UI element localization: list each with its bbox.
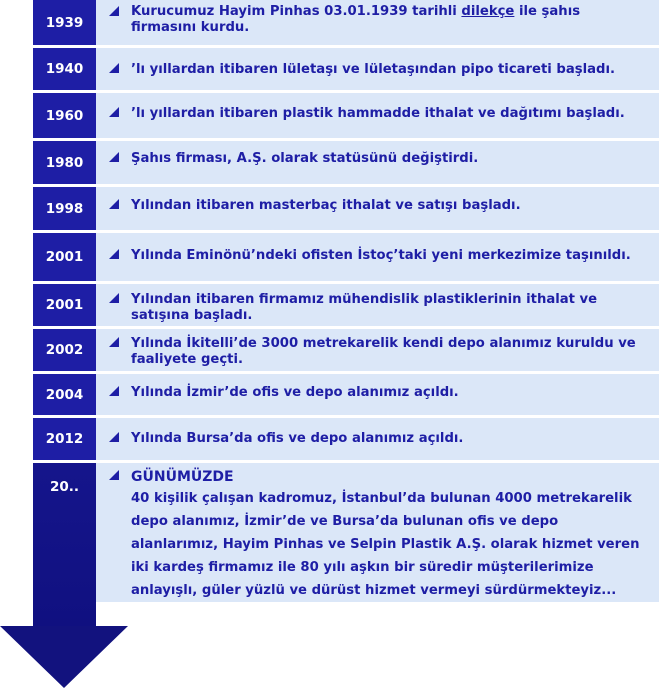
timeline-text: Yılından itibaren masterbaç ithalat ve satışı başladı.: [131, 198, 521, 213]
bullet-triangle-icon: [109, 6, 119, 16]
timeline-entry: [96, 230, 659, 281]
timeline-row: [33, 90, 659, 138]
timeline-entry: [96, 415, 659, 460]
bullet-triangle-icon: [109, 199, 119, 209]
timeline-row: [33, 326, 659, 371]
timeline-year: 2002: [33, 326, 96, 371]
timeline-year: 1939: [33, 0, 96, 45]
timeline-year: 1940: [33, 45, 96, 90]
timeline-year: 1998: [33, 184, 96, 230]
bullet-triangle-icon: [109, 152, 119, 162]
bullet-triangle-icon: [109, 293, 119, 303]
timeline-row: [33, 45, 659, 90]
timeline-year: 1980: [33, 138, 96, 184]
bullet-triangle-icon: [109, 432, 119, 442]
timeline-row: [33, 0, 659, 45]
timeline-text: Yılında Eminönü’ndeki ofisten İstoç’taki yeni merkezimize taşınıldı.: [131, 248, 631, 263]
bullet-triangle-icon: [109, 63, 119, 73]
timeline-entry: [96, 90, 659, 138]
timeline-entry: [96, 371, 659, 415]
bullet-triangle-icon: [109, 386, 119, 396]
timeline-row: [33, 184, 659, 230]
timeline-text: ’lı yıllardan itibaren lületaşı ve lületaşından pipo ticareti başladı.: [131, 62, 615, 77]
today-heading: GÜNÜMÜZDE: [131, 469, 234, 485]
bullet-triangle-icon: [109, 107, 119, 117]
petition-link[interactable]: dilekçe: [461, 4, 515, 19]
timeline-row: [33, 138, 659, 184]
timeline-year: 2004: [33, 371, 96, 415]
timeline-text: Şahıs firması, A.Ş. olarak statüsünü değiştirdi.: [131, 151, 479, 166]
timeline-entry: [96, 281, 659, 326]
timeline-year: 2001: [33, 230, 96, 281]
timeline-year: 2012: [33, 415, 96, 460]
timeline-row: [33, 371, 659, 415]
timeline-arrow-down-icon: [0, 626, 128, 688]
timeline-text: ’lı yıllardan itibaren plastik hammadde ithalat ve dağıtımı başladı.: [131, 106, 625, 121]
timeline-entry: [96, 138, 659, 184]
timeline-row: [33, 230, 659, 281]
timeline-text: Yılından itibaren firmamız mühendislik plastiklerinin ithalat ve satışına başladı.: [131, 292, 598, 323]
bullet-triangle-icon: [109, 470, 119, 480]
timeline-entry: [96, 460, 659, 602]
today-description: 40 kişilik çalışan kadromuz, İstanbul’da bulunan 4000 metrekarelik depo alanımız, İzmir’de ve Bursa’da bulunan ofis ve depo alanlarımız, Hayim Pinhas ve Selpin Plastik A.Ş. olarak hizmet veren iki kardeş firmamız ile 80 yılı aşkın bir süredir müşterilerimize anlayışlı, güler yüzlü ve dürüst hizmet vermeyi sürdürmekteyiz...: [131, 491, 640, 598]
timeline-year: 2001: [33, 281, 96, 326]
timeline-row-today: [33, 460, 659, 602]
timeline-text: [131, 469, 643, 602]
bullet-triangle-icon: [109, 337, 119, 347]
timeline-year: 1960: [33, 90, 96, 138]
bullet-triangle-icon: [109, 249, 119, 259]
timeline-entry: [96, 0, 659, 45]
timeline-text: Yılında İzmir’de ofis ve depo alanımız açıldı.: [131, 385, 459, 400]
timeline-text: Yılında Bursa’da ofis ve depo alanımız açıldı.: [131, 431, 464, 446]
timeline-row: [33, 415, 659, 460]
timeline-text: Yılında İkitelli’de 3000 metrekarelik kendi depo alanımız kuruldu ve faaliyete geçti.: [131, 336, 636, 367]
timeline-entry: [96, 184, 659, 230]
timeline-year: 20..: [33, 460, 96, 602]
timeline-entry: [96, 45, 659, 90]
timeline-row: [33, 281, 659, 326]
timeline-text: Kurucumuz Hayim Pinhas 03.01.1939 tarihli dilekçe ile şahıs firmasını kurdu.: [131, 4, 581, 35]
timeline-entry: [96, 326, 659, 371]
